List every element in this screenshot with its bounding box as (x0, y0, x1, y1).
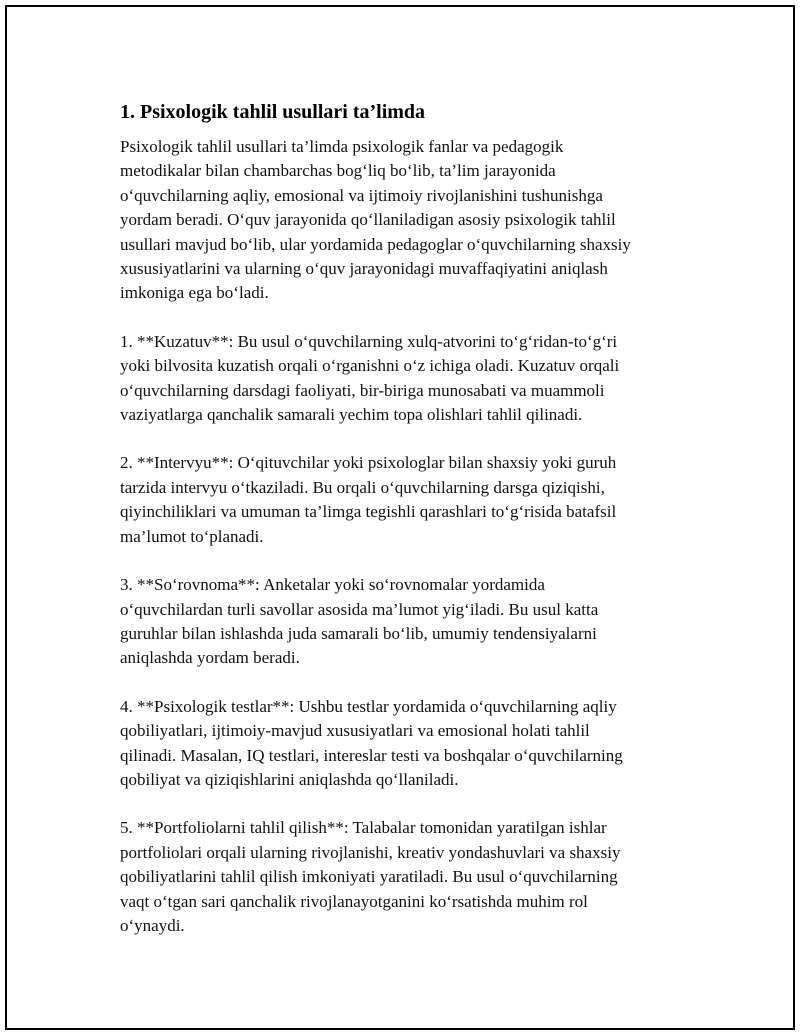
document-body (120, 99, 700, 962)
method-psixologik-testlar-paragraph: 4. **Psixologik testlar**: Ushbu testlar yordamida o‘quvchilarning aqliy qobiliyatlari, ijtimoiy-mavjud xususiyatlari va emosional holati tahlil qilinadi. Masalan, IQ testlari, intereslar testi va boshqalar o‘quvchilarning qobiliyat va qiziqishlarini aniqlashda qo‘llaniladi. (120, 696, 623, 789)
method-kuzatuv-paragraph: 1. **Kuzatuv**: Bu usul o‘quvchilarning xulq-atvorini to‘g‘ridan-to‘g‘ri yoki bilvosita kuzatish orqali o‘rganishni o‘z ichiga oladi. Kuzatuv orqali o‘quvchilarning darsdagi faoliyati, bir-biriga munosabati va muammoli vaziyatlarga qanchalik samarali yechim topa olishlari tahlil qilinadi. (120, 331, 620, 425)
method-portfolio-paragraph: 5. **Portfoliolarni tahlil qilish**: Talabalar tomonidan yaratilgan ishlar portfoliolari orqali ularning rivojlanishi, kreativ yondashuvlari va shaxsiy qobiliyatlarini tahlil qilish imkoniyati yaratiladi. Bu usul o‘quvchilarning vaqt o‘tgan sari qanchalik rivojlanayotganini ko‘rsatishda muhim rol o‘ynaydi. (120, 818, 621, 935)
page-frame (5, 5, 795, 1030)
section-heading: 1. Psixologik tahlil usullari ta’limda (120, 101, 426, 123)
method-sorovnoma-paragraph: 3. **So‘rovnoma**: Anketalar yoki so‘rovnomalar yordamida o‘quvchilardan turli savollar asosida ma’lumot yig‘iladi. Bu usul katta guruhlar bilan ishlashda juda samarali bo‘lib, umumiy tendensiyalarni aniqlashda yordam beradi. (120, 575, 599, 668)
intro-paragraph: Psixologik tahlil usullari ta’limda psixologik fanlar va pedagogik metodikalar bilan chambarchas bog‘liq bo‘lib, ta’lim jarayonida o‘quvchilarning aqliy, emosional va ijtimoiy rivojlanishini tushunishga yordam beradi. O‘quv jarayonida qo‘llaniladigan asosiy psixologik tahlil usullari mavjud bo‘lib, ular yordamida pedagoglar o‘quvchilarning shaxsiy xususiyatlarini va ularning o‘quv jarayonidagi muvaffaqiyatini aniqlash imkoniga ega bo‘ladi. (120, 137, 631, 303)
method-intervyu-paragraph: 2. **Intervyu**: O‘qituvchilar yoki psixologlar bilan shaxsiy yoki guruh tarzida intervyu o‘tkaziladi. Bu orqali o‘quvchilarning darsga qiziqishi, qiyinchiliklari va umuman ta’limga tegishli qarashlari to‘g‘risida batafsil ma’lumot to‘planadi. (120, 453, 617, 546)
